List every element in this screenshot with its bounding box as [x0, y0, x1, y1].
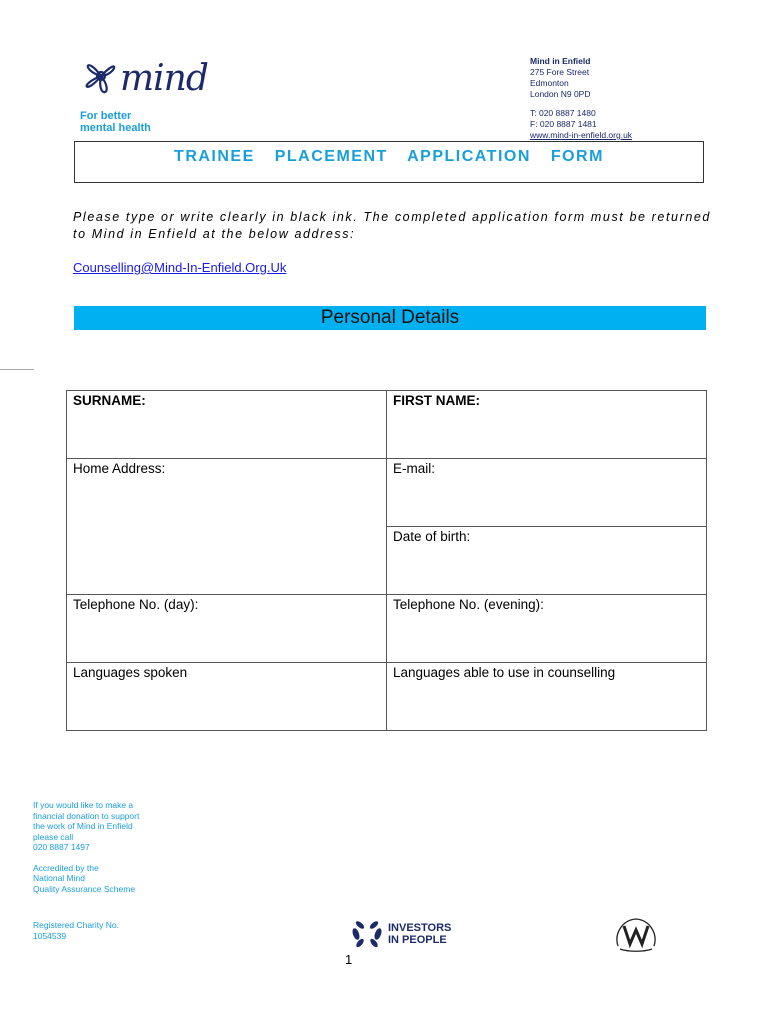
email-label: E-mail:	[393, 461, 436, 476]
languages-counselling-label: Languages able to use in counselling	[393, 665, 616, 680]
section-header	[74, 306, 706, 330]
address-line: 275 Fore Street	[530, 67, 590, 77]
note-line: please call	[33, 831, 74, 842]
org-website-link[interactable]: www.mind-in-enfield.org.uk	[530, 130, 633, 140]
note-line: financial donation to support	[33, 810, 140, 821]
donation-note	[33, 800, 193, 853]
telephone-day-field[interactable]	[67, 595, 387, 663]
note-line: Quality Assurance Scheme	[33, 883, 136, 894]
accreditation-note	[33, 863, 193, 895]
tagline-line: mental health	[80, 122, 151, 134]
margin-divider	[0, 369, 34, 370]
note-line: If you would like to make a	[33, 800, 134, 810]
home-address-field[interactable]	[67, 459, 387, 595]
page-number: 1	[345, 952, 353, 967]
logo-wordmark: mind	[120, 58, 208, 99]
note-line: the work of Mind in Enfield	[33, 821, 133, 831]
laurel-icon	[350, 918, 384, 950]
org-fax: F: 020 8887 1481	[530, 119, 597, 129]
home-address-label: Home Address:	[73, 461, 166, 476]
charity-note	[33, 920, 193, 941]
iip-line: IN PEOPLE	[388, 934, 447, 946]
org-phone: T: 020 8887 1480	[530, 108, 596, 118]
email-field[interactable]	[387, 459, 707, 527]
form-title-box	[74, 141, 704, 183]
note-line: National Mind	[33, 873, 85, 883]
contact-email-link[interactable]: Counselling@Mind-In-Enfield.Org.Uk	[73, 260, 287, 275]
languages-spoken-field[interactable]	[67, 663, 387, 731]
form-title: TRAINEE PLACEMENT APPLICATION FORM	[174, 148, 604, 165]
note-line: 020 8887 1497	[33, 842, 90, 852]
address-line: London N9 0PD	[530, 89, 591, 99]
note-line: Registered Charity No.	[33, 920, 119, 930]
investors-in-people-logo	[350, 918, 451, 950]
footer-notes	[33, 800, 193, 951]
languages-spoken-label: Languages spoken	[73, 665, 188, 680]
date-of-birth-field[interactable]	[387, 527, 707, 595]
telephone-day-label: Telephone No. (day):	[73, 597, 199, 612]
note-line: 1054539	[33, 930, 67, 941]
telephone-evening-field[interactable]	[387, 595, 707, 663]
telephone-evening-label: Telephone No. (evening):	[393, 597, 544, 612]
section-title: Personal Details	[320, 307, 460, 328]
address-line: Edmonton	[530, 78, 569, 88]
date-of-birth-label: Date of birth:	[393, 529, 471, 544]
languages-counselling-field[interactable]	[387, 663, 707, 731]
iip-line: INVESTORS	[388, 922, 452, 934]
iip-wordmark	[388, 922, 451, 946]
instructions-text: Please type or write clearly in black ink. The completed application form must be returned to Mind in Enfield at the below address:	[73, 210, 711, 241]
first-name-field[interactable]	[387, 391, 707, 459]
logo-tagline	[80, 110, 200, 134]
tagline-line: For better	[80, 110, 132, 122]
org-address-block	[530, 56, 730, 141]
personal-details-table	[66, 390, 707, 731]
org-name: Mind in Enfield	[530, 56, 591, 66]
mind-logo-icon	[76, 50, 126, 102]
note-line: Accredited by the	[33, 862, 99, 873]
first-name-label: FIRST NAME:	[393, 393, 480, 408]
surname-field[interactable]	[67, 391, 387, 459]
surname-label: SURNAME:	[73, 393, 146, 408]
quality-seal-icon	[612, 916, 660, 952]
